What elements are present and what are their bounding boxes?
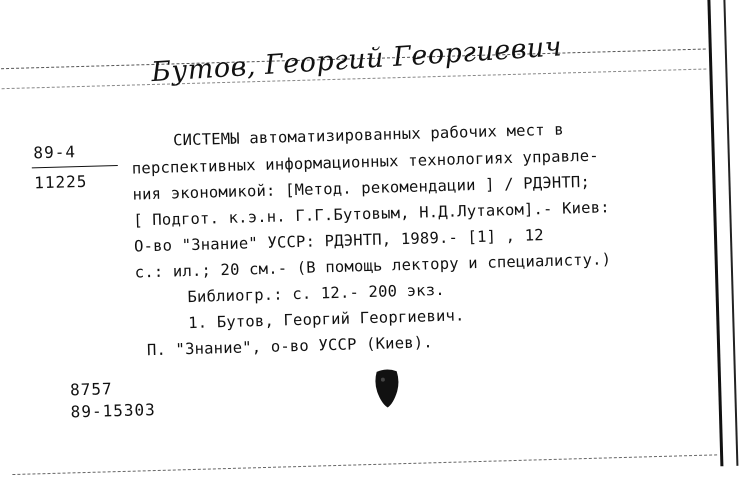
body-line-4: [ Подгот. к.э.н. Г.Г.Бутовым, Н.Д.Лутаком].- Киев: bbox=[133, 198, 610, 230]
body-line-bibliography: Библиогр.: с. 12.- 200 экз. bbox=[187, 280, 446, 307]
body-line-title: СИСТЕМЫ автоматизированных рабочих мест в bbox=[172, 120, 565, 150]
body-line-tracing-2: П. "Знание", о-во УССР (Киев). bbox=[146, 333, 434, 360]
body-line-2: перспективных информационных технологиях управле- bbox=[131, 146, 600, 178]
shelf-mark-rule bbox=[32, 165, 118, 168]
body-line-tracing-1: 1. Бутов, Георгий Георгиевич. bbox=[187, 306, 465, 333]
body-line-6: с.: ил.; 20 см.- (В помощь лектору и специалисту.) bbox=[134, 250, 612, 282]
accession-number-1: 8757 bbox=[69, 379, 113, 400]
shelf-mark-bottom: 11225 bbox=[33, 171, 88, 193]
body-line-3: ния экономикой: [Метод. рекомендации ] / РДЭНТП; bbox=[132, 172, 591, 204]
card-right-edge bbox=[707, 0, 723, 466]
handwritten-author-heading: Бутов, Георгий Георгиевич bbox=[150, 31, 563, 89]
ink-stamp-mark bbox=[373, 367, 402, 410]
shelf-mark-top: 89-4 bbox=[33, 142, 77, 163]
bottom-dashed-rule bbox=[12, 454, 717, 475]
body-line-5: О-во "Знание" УССР: РДЭНТП, 1989.- [1] , 12 bbox=[133, 226, 545, 256]
accession-number-2: 89-15303 bbox=[70, 400, 156, 422]
